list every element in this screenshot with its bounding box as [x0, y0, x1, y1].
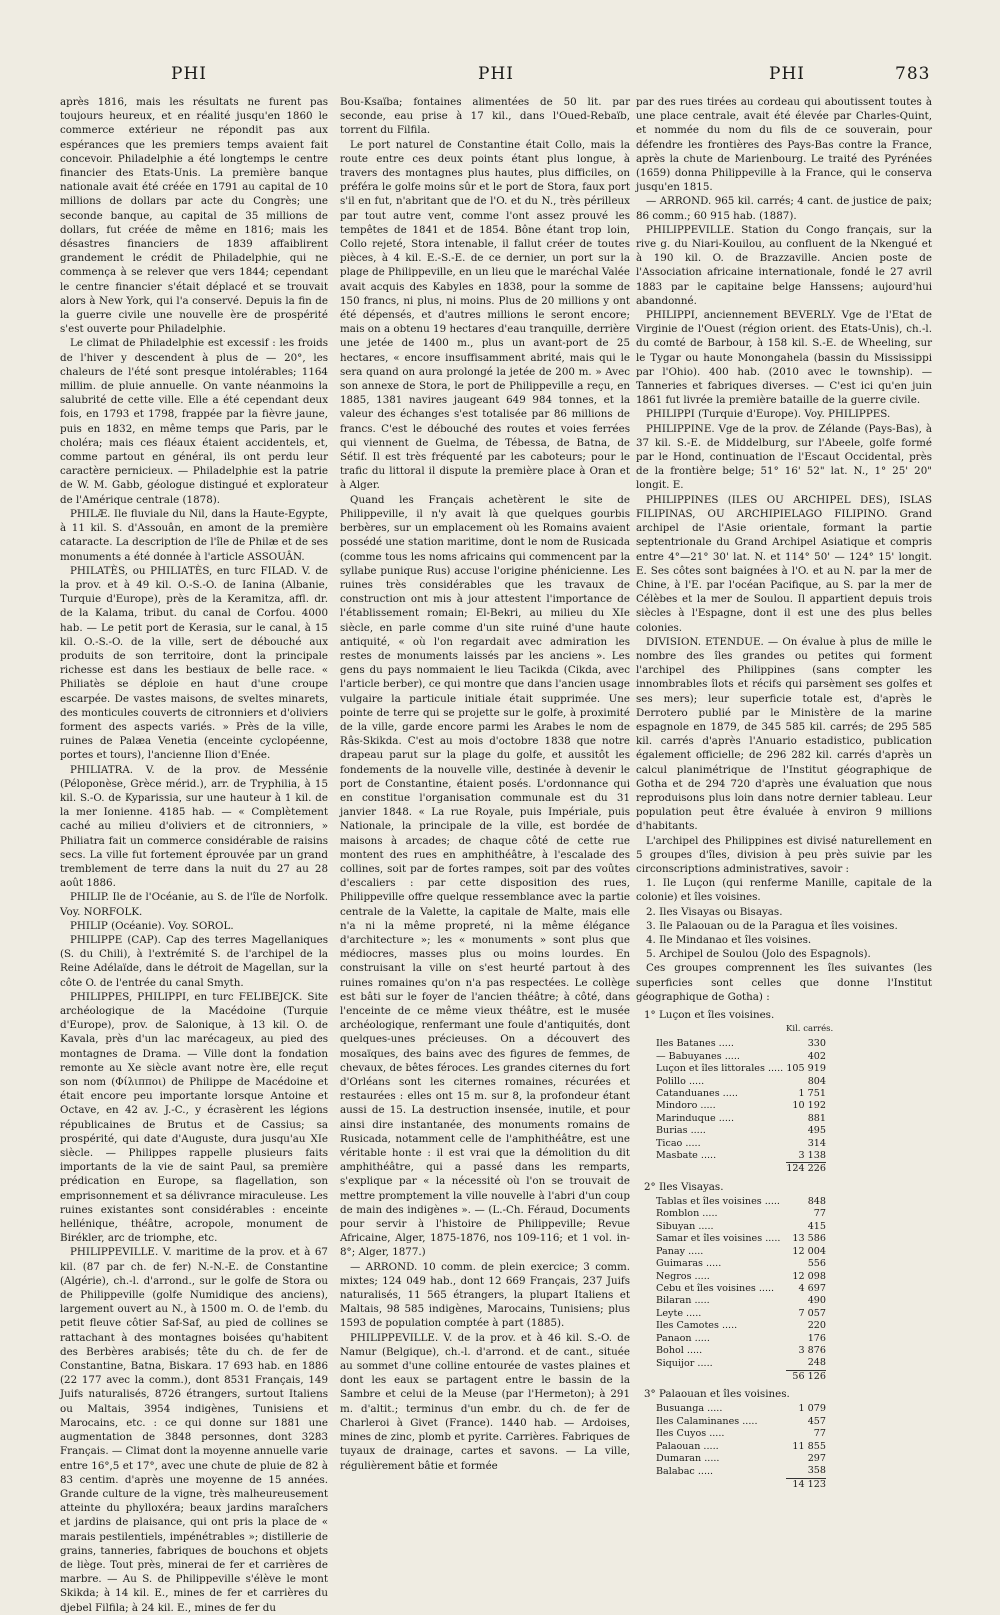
- running-head-left: PHI: [171, 64, 207, 84]
- island-name: Busuanga .....: [656, 1403, 723, 1415]
- island-area: 358: [807, 1465, 826, 1477]
- entry-philiatra: PHILIATRA. V. de la prov. de Messénie (Péloponèse, Grèce mérid.), arr. de Tryphilia, à 15 kil. S.-O. de Kyparissia, sur une hauteur à 1 kil. de la mer Ionienne. 4185 hab. — « Complètement caché au milieu d'oliviers et de citronniers, » Philiatra fait un commerce considérable de raisins secs. La ville fut fortement éprouvée par un grand tremblement de terre dans la nuit du 27 au 28 août 1886.: [60, 763, 328, 890]
- table-row: [656, 1038, 826, 1050]
- table-row: [656, 1246, 826, 1258]
- island-name: Iles Cuyos .....: [656, 1428, 725, 1440]
- table-row: [656, 1283, 826, 1295]
- island-name: Negros .....: [656, 1270, 710, 1282]
- table-row: [656, 1333, 826, 1345]
- entry-philippeville-belgique: PHILIPPEVILLE. V. de la prov. et à 46 kil. S.-O. de Namur (Belgique), ch.-l. d'arrond. et de cant., située au sommet d'une colline entourée de vastes plaines et dont les eaux se partagent entre le bassin de la Sambre et celui de la Meuse (par l'Hermeton); à 291 m. d'altit.; terminus d'un embr. du ch. de fer de Charleroi à Givet (France). 1440 hab. — Ardoises, mines de zinc, plomb et pyrite. Carrières. Fabriques de tuyaux de drainage, cartes et savons. — La ville, régulièrement bâtie et formée: [340, 1331, 630, 1472]
- island-area: 457: [807, 1415, 826, 1427]
- island-area: 415: [807, 1220, 826, 1232]
- group-title: 3° Palaouan et îles voisines.: [644, 1388, 790, 1401]
- paragraph: Quand les Français achetèrent le site de Philippeville, il n'y avait là que quelques gourbis berbères, sur un emplacement où les Romains avaient possédé une station maritime, dont le nom de Rusicada (comme tous les noms africains qui commencent par la syllabe punique Rus) accuse l'origine phénicienne. Les ruines très considérables que les travaux de construction ont mis à jour attestent l'importance de l'établissement romain; El-Bekri, au milieu du XIe siècle, en parle comme d'un site ruiné d'une haute antiquité, « où l'on regardait avec admiration les restes de monuments laissés par les anciens ». Les gens du pays nommaient le lieu Tacikda (Cikda, avec l'article berber), ce qui montre que dans l'ancien usage vulgaire la particule initiale était supprimée. Une pointe de terre qui se projette sur le golfe, à proximité de la ville, garde encore parmi les Arabes le nom de Râs-Skikda. C'est au mois d'octobre 1838 que notre drapeau parut sur la plage du golfe, et aussitôt les fondements de la nouvelle ville, destinée à devenir le port de Constantine, étaient posés. L'ordonnance qui en constitue l'organisation communale est du 31 janvier 1848. « La rue Royale, puis Impériale, puis Nationale, la principale de la ville, est bordée de maisons à arcades; de chaque côté de cette rue montent des rues en amphithéâtre, à l'escalade des collines, soit par de fortes rampes, soit par des voûtes d'escaliers : par cette disposition des rues, Philippeville offre quelque ressemblance avec la partie centrale de la Valette, la capitale de Malte, mais elle n'a ni la même propreté, ni la même élégance d'architecture »; les « monuments » sont plus que médiocres, masses plus ou moins lourdes. En construisant la ville on s'est heurté partout à des ruines romaines qu'on n'a pas respectées. Le collège est bâti sur le foyer de l'ancien théâtre; à côté, dans l'enceinte de ce même vieux théâtre, est le musée archéologique, renfermant une foule d'antiquités, dont quelques-unes précieuses. On a découvert des mosaïques, des bains avec des figures de femmes, de chevaux, de bêtes féroces. Les grandes citernes du fort d'Orléans sont les citernes romaines, récurées et restaurées : elles ont 15 m. sur 8, la profondeur étant aussi de 15. La destruction insensée, inutile, et pour ainsi dire instantanée, des monuments romains de Rusicada, notamment celle de l'amphithéâtre, est une véritable honte : il est vrai que la démolition du dit amphithéâtre, qui a passé dans les remparts, s'explique par « la nécessité où l'on se trouvait de mettre promptement la ville nouvelle à l'abri d'un coup de main des indigènes ». — (L.-Ch. Féraud, Documents pour servir à l'histoire de Philippeville; Revue Africaine, Alger, 1875-1876, nos 109-116; et 1 vol. in-8°; Alger, 1877.): [340, 493, 631, 1259]
- island-area: 4 697: [798, 1282, 826, 1294]
- entry-philip-oceanie: PHILIP (Océanie). Voy. SOROL.: [70, 919, 234, 932]
- paragraph: après 1816, mais les résultats ne furent pas toujours heureux, et en réalité jusqu'en 1860 le commerce extérieur ne répondit pas aux espérances que les premiers temps avaient fait concevoir. Philadelphie a été longtemps le centre financier des Etats-Unis. La première banque nationale avait été créée en 1791 au capital de 10 millions de dollars par acte du Congrès; une seconde banque, au capital de 35 millions de dollars, fut créée de même en 1816; mais les désastres financiers de 1839 affaiblirent grandement le crédit de Philadelphie, qui ne commença à se relever que vers 1844; cependant le centre financier s'était déplacé et se trouvait alors à New York, qui l'a conservé. Depuis la fin de la guerre civile une nouvelle ère de prospérité s'est ouverte pour Philadelphie.: [60, 96, 328, 336]
- island-area: 11 855: [792, 1440, 826, 1452]
- total-value: 56 126: [786, 1370, 826, 1383]
- island-area: 848: [807, 1196, 826, 1208]
- total-value: 14 123: [786, 1478, 826, 1491]
- table-row: [656, 1416, 826, 1428]
- paragraph: L'archipel des Philippines est divisé naturellement en 5 groupes d'îles, division à peu près suivie par les circonscriptions administratives, savoir :: [636, 834, 932, 875]
- total-spacer: [656, 1478, 786, 1491]
- table-total-row: [656, 1163, 826, 1176]
- table-row: [656, 1100, 826, 1112]
- island-area: 12 004: [792, 1245, 826, 1257]
- island-name: — Babuyanes .....: [656, 1050, 740, 1062]
- island-name: Cebu et îles voisines .....: [656, 1282, 775, 1294]
- column-right: [636, 95, 932, 1490]
- island-area: 248: [807, 1357, 826, 1369]
- entry-philippes: PHILIPPES, PHILIPPI, en turc FELIBEJCK. Site archéologique de la Macédoine (Turquie d'Europe), prov. de Salonique, à 13 kil. O. de Kavala, près d'un lac marécageux, au pied des montagnes de Drama. — Ville dont la fondation remonte au Xe siècle avant notre ère, elle reçut son nom (Φίλιπποι) de Philippe de Macédoine et était encore peu importante lorsque Antoine et Octave, en 42 av. J.-C., y écrasèrent les légions républicaines de Brutus et de Cassius; sa prospérité, qui date d'Auguste, dura jusqu'au XIe siècle. — Philippes rappelle plusieurs faits importants de la vie de saint Paul, sa première prédication en Europe, sa flagellation, son emprisonnement et sa délivrance miraculeuse. Les ruines existantes sont considérables : enceinte hellénique, théâtre, acropole, monument de Birékler, arc de triomphe, etc.: [60, 990, 328, 1245]
- island-name: Bilaran .....: [656, 1295, 710, 1307]
- table-row: [656, 1357, 826, 1370]
- list-item: 1. Ile Luçon (qui renferme Manille, capitale de la colonie) et îles voisines.: [636, 877, 932, 904]
- unit-label: Kil. carrés.: [786, 1024, 834, 1035]
- island-name: Romblon .....: [656, 1208, 718, 1220]
- island-name: Mindoro .....: [656, 1100, 716, 1112]
- island-name: Polillo .....: [656, 1075, 705, 1087]
- island-area: 3 876: [798, 1344, 826, 1356]
- table-row: [656, 1125, 826, 1137]
- island-name: Siquijor .....: [656, 1357, 713, 1369]
- table-row: [656, 1295, 826, 1307]
- table-row: [656, 1441, 826, 1453]
- entry-philippeville-algerie: PHILIPPEVILLE. V. maritime de la prov. et à 67 kil. (87 par ch. de fer) N.-N.-E. de Constantine (Algérie), ch.-l. d'arrond., sur le golfe de Stora ou de Philippeville (golfe Numidique des anciens), largement ouvert au N., à 1500 m. O. de l'emb. du petit fleuve côtier Saf-Saf, au pied de collines se rattachant à des montagnes boisées qu'habitent des Berbères arabisés; tête du ch. de fer de Constantine, Batna, Biskara. 17 693 hab. en 1886 (22 177 avec la comm.), dont 8531 Français, 149 Juifs naturalisés, 8726 étrangers, surtout Italiens ou Maltais, 3954 indigènes, Tunisiens et Marocains, etc. : ce qui donne sur 1881 une augmentation de 3848 personnes, dont 3283 Français. — Climat dont la moyenne annuelle varie entre 16°,5 et 17°, avec une chute de pluie de 82 à 83 centim. d'après une moyenne de 15 années. Grande culture de la vigne, très malheureusement atteinte du phylloxéra; beaux jardins maraîchers et jardins de plaisance, qui ont pris la place de « marais pestilentiels, impénétrables »; distillerie de grains, tanneries, fabriques de bouchons et objets de liège. Tout près, minerai de fer et carrières de marbre. — Au S. de Philippeville s'élève le mont Skikda; à 14 kil. E., mines de fer et carrières du djebel Filfila; à 24 kil. E., mines de fer du: [60, 1246, 328, 1614]
- list-item: 3. Ile Palaouan ou de la Paragua et îles voisines.: [646, 919, 898, 932]
- island-area: 495: [807, 1125, 826, 1137]
- island-area: 881: [807, 1112, 826, 1124]
- list-item: 5. Archipel de Soulou (Jolo des Espagnols).: [646, 948, 871, 961]
- column-center: [340, 95, 631, 1472]
- table-row: [656, 1208, 826, 1220]
- entry-philip: PHILIP. Ile de l'Océanie, au S. de l'île de Norfolk. Voy. NORFOLK.: [60, 891, 328, 918]
- table-row: [656, 1088, 826, 1100]
- table-row: [656, 1258, 826, 1270]
- island-area: 77: [813, 1208, 826, 1220]
- island-area: 13 586: [792, 1233, 826, 1245]
- island-name: Ticao .....: [656, 1137, 701, 1149]
- island-name: Leyte .....: [656, 1307, 702, 1319]
- island-name: Guimaras .....: [656, 1258, 722, 1270]
- island-name: Balabac .....: [656, 1465, 714, 1477]
- island-name: Catanduanes .....: [656, 1088, 738, 1100]
- paragraph: par des rues tirées au cordeau qui aboutissent toutes à une place centrale, avait été élevée par Charles-Quint, et nommée du nom du fils de ce souverain, pour défendre les frontières des Pays-Bas contre la France, après la chute de Marienbourg. Le traité des Pyrénées (1659) donna Philippeville à la France, qui le conserva jusqu'en 1815.: [636, 96, 932, 194]
- group-title: 2° Iles Visayas.: [644, 1180, 724, 1193]
- island-name: Burias .....: [656, 1125, 706, 1137]
- table-row: [656, 1308, 826, 1320]
- island-name: Iles Calaminanes .....: [656, 1415, 758, 1427]
- table-row: [656, 1221, 826, 1233]
- island-area: 490: [807, 1295, 826, 1307]
- paragraph-arrond: — ARROND. 965 kil. carrés; 4 cant. de justice de paix; 86 comm.; 60 915 hab. (1887).: [636, 195, 932, 222]
- island-area: 314: [807, 1137, 826, 1149]
- island-name: Luçon et îles littorales .....: [656, 1063, 784, 1075]
- total-spacer: [656, 1163, 786, 1176]
- page-number: 783: [895, 64, 931, 84]
- island-area: 1 079: [798, 1403, 826, 1415]
- island-area: 176: [807, 1332, 826, 1344]
- paragraph: Le port naturel de Constantine était Collo, mais la route entre ces deux points étant plus longue, à travers des montagnes plus hautes, plus difficiles, on préféra le golfe moins sûr et le port de Stora, faux port s'il en fut, n'abritant que de l'O. et du N., très périlleux par tout autre vent, comme l'ont assez prouvé les tempêtes de 1841 et de 1854. Bône étant trop loin, Collo rejeté, Stora intenable, il fallut créer de toutes pièces, à 4 kil. E.-S.-E. de ce dernier, un port sur la plage de Philippeville, en un lieu que le maréchal Valée avait acquis des Kabyles en 1838, pour la somme de 150 francs, ni plus, ni moins. Plus de 20 millions y ont été dépensés, et d'autres millions le seront encore; mais on a obtenu 19 hectares d'eau tranquille, derrière une jetée de 1400 m., plus un avant-port de 25 hectares, « encore insuffisamment abrité, mais qui le sera quand on aura prolongé la jetée de 200 m. » Avec son annexe de Stora, le port de Philippeville a reçu, en 1885, 1381 navires jaugeant 649 984 tonnes, et la valeur des échanges s'est totalisée par 86 millions de francs. C'est le débouché des routes et voies ferrées qui viennent de Guelma, de Tébessa, de Batna, de Sétif. Il est très fréquenté par les caboteurs; pour le trafic du littoral il dispute la première place à Oran et à Alger.: [340, 138, 630, 492]
- table-row: [656, 1076, 826, 1088]
- island-area: 297: [807, 1453, 826, 1464]
- area-table: [656, 1038, 826, 1175]
- island-area: 12 098: [792, 1270, 826, 1282]
- island-name: Panaon .....: [656, 1332, 710, 1344]
- island-area: 77: [813, 1428, 826, 1440]
- column-left: [60, 95, 328, 1614]
- table-total-row: [656, 1478, 826, 1491]
- table-row: [656, 1453, 826, 1465]
- island-area: 105 919: [786, 1063, 826, 1075]
- list-item: 4. Ile Mindanao et îles voisines.: [646, 933, 812, 946]
- table-row: [656, 1320, 826, 1332]
- paragraph: Bou-Ksaïba; fontaines alimentées de 50 lit. par seconde, eau prise à 17 kil., dans l'Oued-Rebaïb, torrent du Filfila.: [340, 96, 630, 137]
- island-name: Dumaran .....: [656, 1453, 720, 1464]
- island-area: 402: [807, 1050, 826, 1062]
- island-name: Marinduque .....: [656, 1112, 734, 1124]
- table-row: [656, 1465, 826, 1478]
- table-row: [656, 1271, 826, 1283]
- island-name: Masbate .....: [656, 1150, 717, 1162]
- table-row: [656, 1428, 826, 1440]
- island-name: Sibuyan .....: [656, 1220, 714, 1232]
- table-row: [656, 1150, 826, 1163]
- running-head-right: PHI: [769, 64, 805, 84]
- paragraph-division: DIVISION. ETENDUE. — On évalue à plus de mille le nombre des îles grandes ou petites qui forment l'archipel des Philippines (sans compter les innombrables îlots et récifs qui parsèment ses golfes et ses mers); leur superficie totale est, d'après le Derrotero publié par le Ministère de la marine espagnole en 1879, de 345 585 kil. carrés; de 295 585 kil. carrés d'après l'Anuario estadistico, publication également officielle; de 296 282 kil. carrés d'après un calcul planimétrique de l'Institut géographique de Gotha et de 294 720 d'après une évaluation que nous reproduisons plus loin dans notre dernier tableau. Leur population peut être évaluée à environ 9 millions d'habitants.: [636, 635, 932, 833]
- island-name: Bohol .....: [656, 1344, 703, 1356]
- paragraph: Le climat de Philadelphie est excessif : les froids de l'hiver y descendent à plus de — 20°, les chaleurs de l'été sont presque intolérables; 1164 millim. de pluie annuelle. On vante néanmoins la salubrité de cette ville. Elle a été cependant deux fois, en 1793 et 1798, frappée par la fièvre jaune, puis en 1832, en même temps que Paris, par le choléra; mais ces fléaux étaient accidentels, et, comme partout en général, ils ont perdu leur caractère pernicieux. — Philadelphie est la patrie de W. M. Gabb, géologue distingué et explorateur de l'Amérique centrale (1878).: [60, 337, 328, 506]
- island-area: 330: [807, 1038, 826, 1050]
- table-row: [656, 1345, 826, 1357]
- island-name: Iles Camotes .....: [656, 1320, 738, 1332]
- table-row: [656, 1063, 826, 1075]
- entry-philiates: PHILATÈS, ou PHILIATÈS, en turc FILAD. V. de la prov. et à 49 kil. O.-S.-O. de Ianina (Albanie, Turquie d'Europe), près de la Keramitza, affl. dr. de la Kalama, tribut. du canal de Corfou. 4000 hab. — Le petit port de Kerasia, sur le canal, à 15 kil. O.-S.-O. de la ville, sert de débouché aux produits de son territoire, dont la principale richesse est dans les bestiaux de belle race. « Philiatès se déploie en haut d'une croupe escarpée. De vastes maisons, de sveltes minarets, des monticules couverts de citronniers et d'oliviers forment des aspects variés. » Près de la ville, ruines de Palæa Venetia (enceinte cyclopéenne, portes et tours), l'ancienne Ilion d'Enée.: [60, 564, 328, 762]
- island-area: 10 192: [792, 1100, 826, 1112]
- table-row: [656, 1403, 826, 1415]
- entry-philippi-turquie: PHILIPPI (Turquie d'Europe). Voy. PHILIPPES.: [646, 408, 891, 421]
- total-value: 124 226: [786, 1163, 826, 1175]
- entry-philippines: PHILIPPINES (ILES OU ARCHIPEL DES), ISLAS FILIPINAS, OU ARCHIPIELAGO FILIPINO. Grand archipel de l'Asie orientale, formant la partie septentrionale du Grand Archipel Asiatique et compris entre 4°—21° 30' lat. N. et 114° 50' — 124° 15' longit. E. Ses côtes sont baignées à l'O. et au N. par la mer de Chine, à l'E. par l'océan Pacifique, au S. par la mer de Célèbes et la mer de Soulou. Il appartient depuis trois siècles à l'Espagne, dont il est une des plus belles colonies.: [636, 493, 932, 634]
- paragraph-arrond: — ARROND. 10 comm. de plein exercice; 3 comm. mixtes; 124 049 hab., dont 12 669 Français, 237 Juifs naturalisés, 11 565 étrangers, la plupart Italiens et Maltais, 98 585 indigènes, Marocains, Tunisiens; plus 1593 de population comptée à part (1885).: [340, 1260, 630, 1330]
- island-name: Palaouan .....: [656, 1440, 719, 1452]
- group-title: 1° Luçon et îles voisines.: [644, 1009, 775, 1021]
- area-table: [656, 1196, 826, 1383]
- running-head-center: PHI: [478, 64, 514, 84]
- entry-philippeville-congo: PHILIPPEVILLE. Station du Congo français, sur la rive g. du Niari-Kouilou, au confluent de la Nkengué et à 190 kil. O. de Brazzaville. Ancien poste de l'Association africaine internationale, fondé le 27 avril 1883 par le capitaine belge Hanssens; aujourd'hui abandonné.: [636, 223, 932, 307]
- table-total-row: [656, 1370, 826, 1383]
- entry-philippi: PHILIPPI, anciennement BEVERLY. Vge de l'Etat de Virginie de l'Ouest (région orient. des Etats-Unis), ch.-l. du comté de Barbour, à 158 kil. S.-E. de Wheeling, sur le Tygar ou haute Monongahela (bassin du Mississippi par l'Ohio). 400 hab. (2010 avec le township). — Tanneries et fabriques diverses. — C'est ici qu'en juin 1861 fut livrée la première bataille de la guerre civile.: [636, 309, 932, 407]
- table-row: [656, 1113, 826, 1125]
- table-row: [656, 1051, 826, 1063]
- island-name: Tablas et îles voisines .....: [656, 1196, 780, 1208]
- island-name: Samar et îles voisines .....: [656, 1233, 781, 1245]
- island-area: 804: [807, 1075, 826, 1087]
- entry-philippine: PHILIPPINE. Vge de la prov. de Zélande (Pays-Bas), à 37 kil. S.-E. de Middelburg, sur l'Abeele, golfe formé par le Hond, continuation de l'Escaut Occidental, près de la frontière belge; 51° 16' 52" lat. N., 1° 25' 20" longit. E.: [636, 422, 932, 492]
- table-row: [656, 1138, 826, 1150]
- island-area: 220: [807, 1320, 826, 1332]
- area-table: [656, 1403, 826, 1491]
- table-row: [656, 1196, 826, 1208]
- island-area: 556: [807, 1258, 826, 1270]
- paragraph: Ces groupes comprennent les îles suivantes (les superficies sont celles que donne l'Institut géographique de Gotha) :: [636, 962, 932, 1003]
- island-area: 1 751: [798, 1088, 826, 1100]
- total-spacer: [656, 1370, 786, 1383]
- island-area: 3 138: [798, 1150, 826, 1162]
- island-area: 7 057: [798, 1307, 826, 1319]
- list-item: 2. Iles Visayas ou Bisayas.: [646, 905, 783, 918]
- entry-philippe-cap: PHILIPPE (CAP). Cap des terres Magellaniques (S. du Chili), à l'extrémité S. de l'archipel de la Reine Adélaïde, dans le détroit de Magellan, sur la côte O. de l'entrée du canal Smyth.: [60, 933, 328, 989]
- island-name: Panay .....: [656, 1245, 704, 1257]
- island-name: Iles Batanes .....: [656, 1038, 734, 1050]
- entry-philae: PHILÆ. Ile fluviale du Nil, dans la Haute-Egypte, à 11 kil. S. d'Assouân, en amont de la première cataracte. La description de l'île de Philæ et de ses monuments a été donnée à l'article ASSOUÂN.: [60, 507, 328, 563]
- table-row: [656, 1233, 826, 1245]
